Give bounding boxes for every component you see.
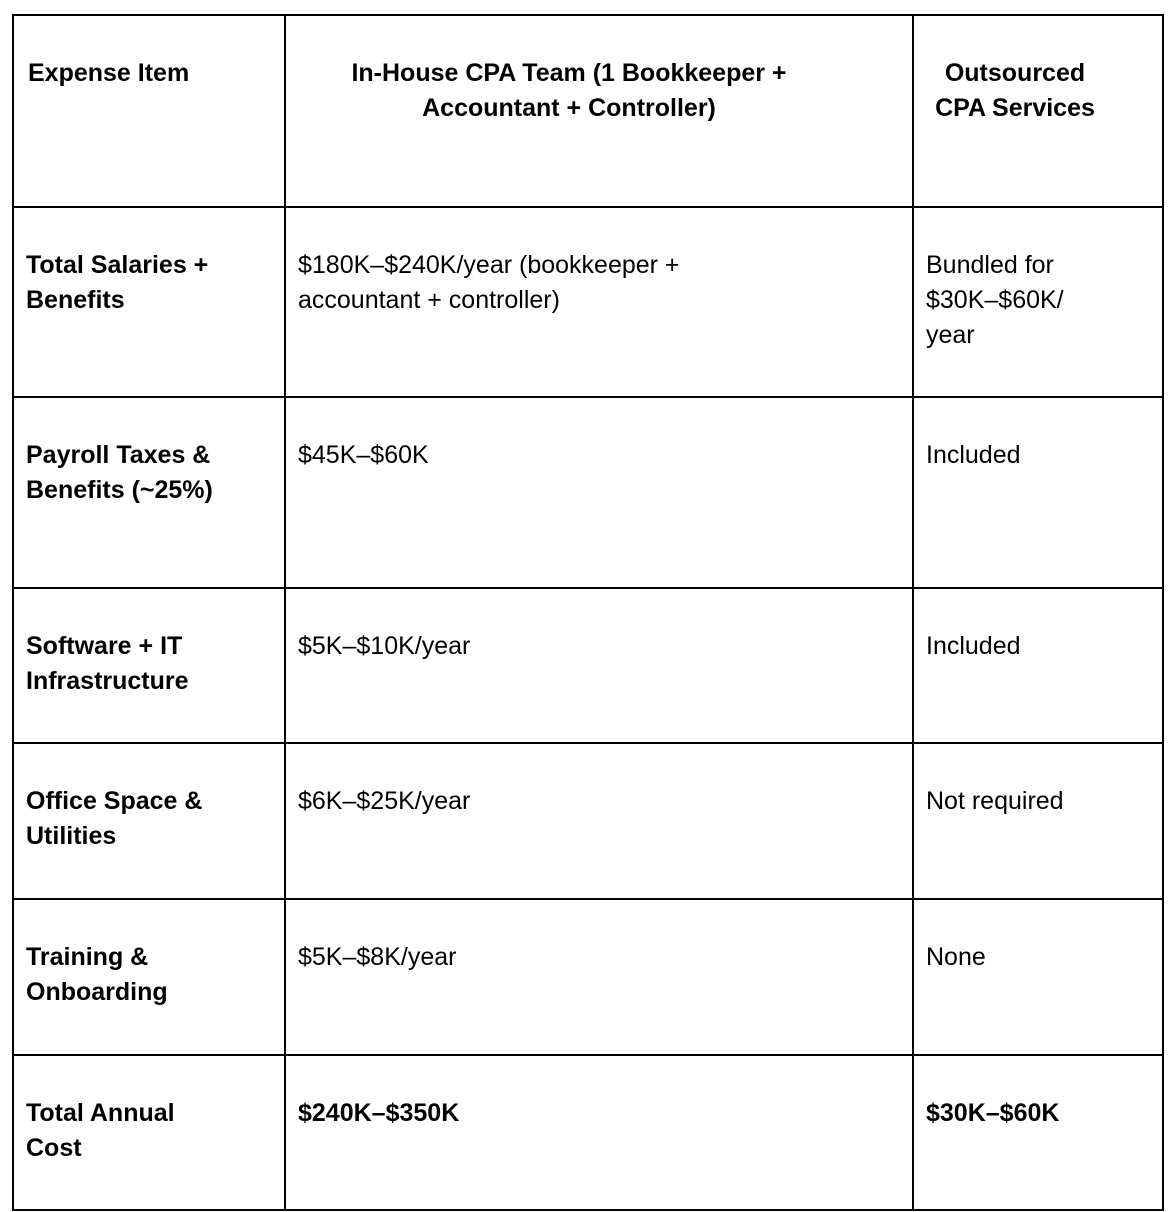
- table-row: [13, 1055, 1163, 1210]
- row-label: Total Annual Cost: [13, 1055, 285, 1210]
- in-house-cell: $5K–$10K/year: [285, 588, 913, 743]
- row-label: Office Space & Utilities: [13, 743, 285, 899]
- in-house-cell: $5K–$8K/year: [285, 899, 913, 1055]
- outsourced-cell: Not required: [913, 743, 1163, 899]
- table-row: [13, 207, 1163, 397]
- in-house-cell: $180K–$240K/year (bookkeeper + accountant + controller): [285, 207, 913, 397]
- table-row: [13, 899, 1163, 1055]
- table-row: [13, 397, 1163, 588]
- row-label: Software + IT Infrastructure: [13, 588, 285, 743]
- outsourced-cell: Included: [913, 397, 1163, 588]
- row-label: Training & Onboarding: [13, 899, 285, 1055]
- in-house-cell: $6K–$25K/year: [285, 743, 913, 899]
- table-row: [13, 588, 1163, 743]
- in-house-cell: $45K–$60K: [285, 397, 913, 588]
- outsourced-cell: None: [913, 899, 1163, 1055]
- outsourced-total-cell: $30K–$60K: [913, 1055, 1163, 1210]
- row-label: Total Salaries + Benefits: [13, 207, 285, 397]
- header-outsourced: Outsourced CPA Services: [913, 15, 1163, 207]
- table-row: [13, 743, 1163, 899]
- outsourced-cell: Included: [913, 588, 1163, 743]
- header-expense-item: Expense Item: [13, 15, 285, 207]
- in-house-total-cell: $240K–$350K: [285, 1055, 913, 1210]
- outsourced-cell: Bundled for $30K–$60K/ year: [913, 207, 1163, 397]
- header-row: [13, 15, 1163, 207]
- row-label: Payroll Taxes & Benefits (~25%): [13, 397, 285, 588]
- cost-comparison-table: [12, 14, 1164, 1211]
- header-in-house: In-House CPA Team (1 Bookkeeper + Accountant + Controller): [285, 15, 913, 207]
